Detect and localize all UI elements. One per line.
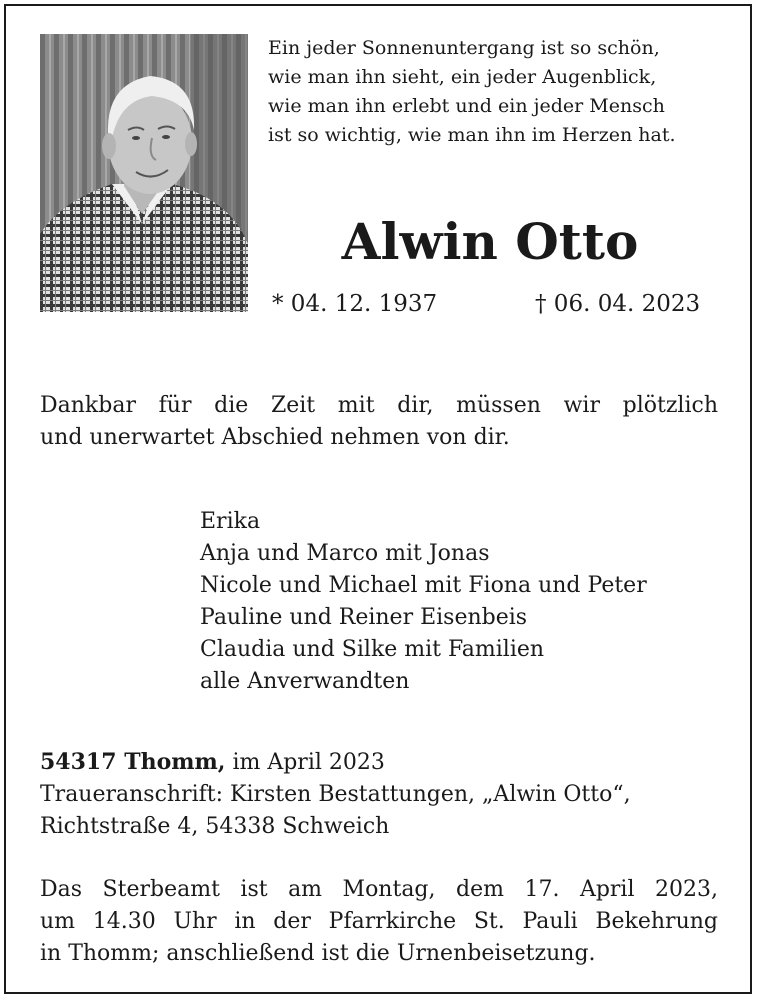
service-line: um 14.30 Uhr in der Pfarrkirche St. Pauli Bekehrung	[40, 909, 718, 934]
address-line: Traueranschrift: Kirsten Bestattungen, „Alwin Otto“,	[40, 782, 631, 807]
thanks-paragraph	[40, 390, 718, 454]
memorial-quote	[268, 34, 728, 150]
thanks-line: und unerwartet Abschied nehmen von dir.	[40, 425, 510, 450]
quote-line: wie man ihn erlebt und ein jeder Mensch	[268, 95, 665, 117]
mourner-entry: Anja und Marco mit Jonas	[200, 541, 490, 566]
death-date: † 06. 04. 2023	[535, 291, 701, 317]
portrait-photo	[40, 34, 248, 312]
mourner-entry: Claudia und Silke mit Familien	[200, 637, 545, 662]
mourner-entry: Pauline und Reiner Eisenbeis	[200, 605, 528, 630]
service-paragraph	[40, 874, 718, 970]
service-line: Das Sterbeamt ist am Montag, dem 17. April 2023,	[40, 877, 718, 902]
mourners-list	[200, 506, 720, 698]
date-text: im April 2023	[225, 750, 385, 775]
thanks-line: Dankbar für die Zeit mit dir, müssen wir plötzlich	[40, 393, 718, 418]
quote-line: wie man ihn sieht, ein jeder Augenblick,	[268, 66, 657, 88]
quote-line: ist so wichtig, wie man ihn im Herzen hat.	[268, 124, 676, 146]
mourner-entry: Nicole und Michael mit Fiona und Peter	[200, 573, 647, 598]
mourning-address	[40, 746, 720, 843]
service-line: in Thomm; anschließend ist die Urnenbeisetzung.	[40, 941, 596, 966]
mourner-entry: alle Anverwandten	[200, 669, 410, 694]
birth-date: * 04. 12. 1937	[272, 291, 438, 317]
place-date-line	[40, 746, 720, 779]
address-line: Richtstraße 4, 54338 Schweich	[40, 814, 390, 839]
mourner-entry: Erika	[200, 509, 261, 534]
place: 54317 Thomm,	[40, 749, 226, 775]
portrait-image	[40, 34, 248, 312]
deceased-name: Alwin Otto	[341, 212, 639, 271]
quote-line: Ein jeder Sonnenuntergang ist so schön,	[268, 37, 660, 59]
